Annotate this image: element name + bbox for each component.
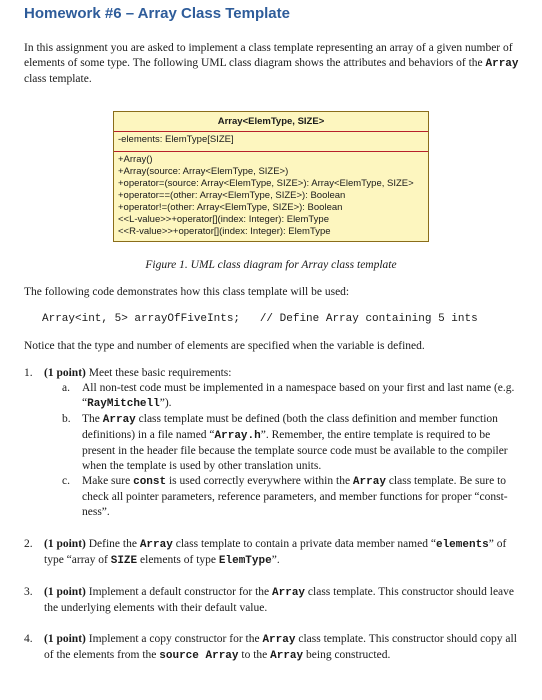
uml-method: <<R-value>>+operator[](index: Integer): ElemType [118,226,331,237]
item-text: being constructed. [303,649,391,661]
requirements-list [24,366,520,664]
list-item [24,537,520,569]
sub-item [24,381,520,412]
item-text: class template. This constructor should leave the underlying elements with their default value. [44,586,515,614]
inline-code: Array.h [214,430,261,442]
uml-method: +operator!=(other: Array<ElemType, SIZE>): Boolean [118,202,343,213]
item-text: elements of type [137,554,219,566]
uml-attributes [114,132,428,152]
sub-item-text: ”). [159,397,172,409]
inline-code: Array [262,634,296,646]
inline-code: RayMitchell [87,398,160,410]
sub-item-letter: c. [62,475,70,487]
inline-code: Array [352,476,386,488]
item-text: ” of type “array of [44,538,507,566]
inline-code: Array [139,539,173,551]
item-points: (1 point) [44,633,86,645]
sub-item-text: is used correctly everywhere within the [166,475,353,487]
uml-attribute: -elements: ElemType[SIZE] [118,134,234,145]
inline-code: Array [272,587,306,599]
sub-item-letter: b. [62,413,71,425]
list-item [24,366,520,381]
item-text: Implement a copy constructor for the [85,633,263,645]
sub-item-text: All non-test code must be implemented in a namespace based on your first and last name (e.g. “ [82,382,515,409]
intro-text: In this assignment you are asked to implement a class template representing an array of a given number of elements of some type. The following UML class diagram shows the attributes and behaviors of the [24,42,513,69]
uml-class-diagram [113,111,429,242]
intro-paragraph [24,41,519,87]
sub-item-text: class template. Be sure to check all pointer parameters, reference parameters, and member functions for proper “const-ness”. [82,475,508,518]
item-number: 4. [24,633,33,645]
uml-method: +operator=(source: Array<ElemType, SIZE>): Array<ElemType, SIZE> [118,178,414,189]
inline-code: Array [102,414,136,426]
uml-methods [114,152,428,241]
uml-method: +operator==(other: Array<ElemType, SIZE>): Boolean [118,190,346,201]
item-number: 2. [24,538,33,550]
item-text: to the [238,649,271,661]
uml-class-name: Array<ElemType, SIZE> [114,112,428,132]
page-title: Homework #6 – Array Class Template [24,5,290,22]
inline-code: Array [485,58,519,70]
inline-code: source Array [159,650,239,662]
uml-method: <<L-value>>+operator[](index: Integer): ElemType [118,214,329,225]
item-number: 3. [24,586,33,598]
inline-code: ElemType [218,555,272,567]
item-text: class template. This constructor should copy all of the elements from the [44,633,517,661]
intro-text: class template. [24,73,92,85]
sub-item-text: The [82,413,103,425]
notice-paragraph: Notice that the type and number of elements are specified when the variable is defined. [24,340,425,352]
item-number: 1. [24,367,33,379]
item-points: (1 point) [44,538,86,550]
list-item [24,632,520,664]
item-text: Define the [85,538,140,550]
item-points: (1 point) [44,367,86,379]
uml-method: +Array(source: Array<ElemType, SIZE>) [118,166,289,177]
item-text: class template to contain a private data member named “ [172,538,436,550]
sub-item-letter: a. [62,382,70,394]
sub-item-text: ”. Remember, the entire template is required to be present in the header file because the template source code must be available to the compiler when the template is used by other translation units. [82,429,508,472]
sub-item [24,474,520,520]
inline-code: SIZE [110,555,138,567]
inline-code: elements [435,539,489,551]
item-points: (1 point) [44,586,86,598]
sub-item-text: Make sure [82,475,134,487]
sub-item-text: class template must be defined (both the class definition and member function definitions) in a file named “ [82,413,498,441]
item-text: ”. [271,554,280,566]
figure-caption: Figure 1. UML class diagram for Array class template [145,259,397,271]
usage-intro: The following code demonstrates how this class template will be used: [24,286,350,298]
item-text: Implement a default constructor for the [85,586,273,598]
inline-code: const [133,476,167,488]
inline-code: Array [270,650,304,662]
list-item [24,585,520,616]
item-text: Meet these basic requirements: [85,367,232,379]
code-example: Array<int, 5> arrayOfFiveInts; // Define Array containing 5 ints [42,313,478,325]
sub-item [24,412,520,474]
uml-method: +Array() [118,154,153,165]
